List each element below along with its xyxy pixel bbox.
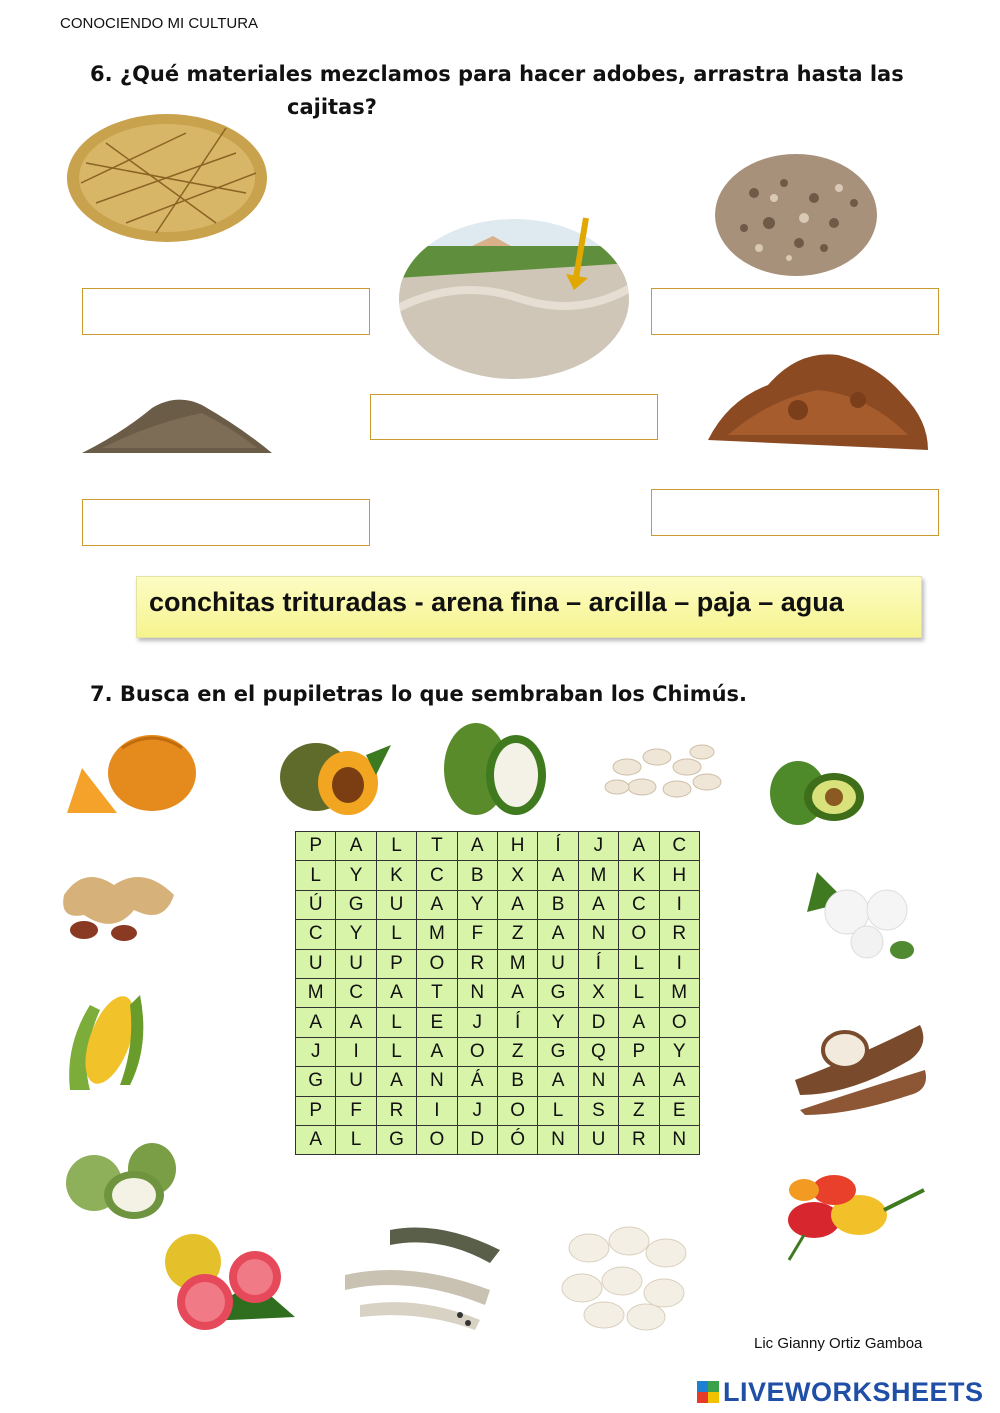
word-search-cell[interactable]: U bbox=[376, 890, 416, 919]
word-search-cell[interactable]: A bbox=[538, 920, 578, 949]
word-search-cell[interactable]: Z bbox=[619, 1096, 659, 1125]
word-search-cell[interactable]: X bbox=[578, 978, 618, 1007]
word-search-cell[interactable]: U bbox=[538, 949, 578, 978]
word-search-cell[interactable]: O bbox=[417, 949, 457, 978]
word-search-cell[interactable]: O bbox=[619, 920, 659, 949]
peanuts-image bbox=[54, 855, 194, 943]
word-search-cell[interactable]: L bbox=[619, 978, 659, 1007]
word-search-cell[interactable]: C bbox=[336, 978, 376, 1007]
word-search-cell[interactable]: C bbox=[296, 920, 336, 949]
word-search-cell[interactable]: E bbox=[417, 1008, 457, 1037]
drop-box-river[interactable] bbox=[370, 394, 658, 440]
word-search-cell[interactable]: M bbox=[296, 978, 336, 1007]
word-search-cell[interactable]: L bbox=[619, 949, 659, 978]
word-search-cell[interactable]: B bbox=[457, 861, 497, 890]
word-search-cell[interactable]: C bbox=[417, 861, 457, 890]
question-6-text-continued: cajitas? bbox=[287, 95, 377, 119]
word-search-cell[interactable]: R bbox=[376, 1096, 416, 1125]
word-search-cell[interactable]: Y bbox=[538, 1008, 578, 1037]
word-search-cell[interactable]: A bbox=[296, 1008, 336, 1037]
word-search-row bbox=[296, 1008, 700, 1037]
question-7-text: 7. Busca en el pupiletras lo que sembraban los Chimús. bbox=[90, 682, 747, 706]
word-search-cell[interactable]: J bbox=[578, 832, 618, 861]
word-search-cell[interactable]: O bbox=[457, 1037, 497, 1066]
word-search-cell[interactable]: A bbox=[417, 890, 457, 919]
word-search-cell[interactable]: K bbox=[619, 861, 659, 890]
word-search-cell[interactable]: M bbox=[578, 861, 618, 890]
word-search-cell[interactable]: F bbox=[457, 920, 497, 949]
question-6-text: 6. ¿Qué materiales mezclamos para hacer adobes, arrastra hasta las bbox=[90, 62, 904, 86]
word-search-cell[interactable]: A bbox=[457, 832, 497, 861]
word-search-cell[interactable]: O bbox=[497, 1096, 537, 1125]
word-search-cell[interactable]: A bbox=[619, 1067, 659, 1096]
fine-sand-image bbox=[82, 393, 272, 463]
avocado-image bbox=[768, 737, 868, 829]
word-search-cell[interactable]: L bbox=[376, 1037, 416, 1066]
word-search-cell[interactable]: G bbox=[538, 978, 578, 1007]
word-search-cell[interactable]: H bbox=[659, 861, 699, 890]
word-search-cell[interactable]: M bbox=[417, 920, 457, 949]
word-search-cell[interactable]: H bbox=[497, 832, 537, 861]
word-search-cell[interactable]: N bbox=[578, 920, 618, 949]
word-search-cell[interactable]: T bbox=[417, 832, 457, 861]
word-search-cell[interactable]: Ó bbox=[497, 1125, 537, 1154]
cassava-image bbox=[790, 1005, 934, 1117]
word-search-cell[interactable]: O bbox=[659, 1008, 699, 1037]
corn-image bbox=[60, 985, 152, 1095]
liveworksheets-logo-text: LIVEWORKSHEETS bbox=[723, 1377, 984, 1407]
word-search-cell[interactable]: A bbox=[619, 1008, 659, 1037]
word-search-cell[interactable]: A bbox=[497, 978, 537, 1007]
word-search-cell[interactable]: R bbox=[619, 1125, 659, 1154]
word-search-cell[interactable]: Y bbox=[659, 1037, 699, 1066]
word-search-cell[interactable]: N bbox=[659, 1125, 699, 1154]
word-search-cell[interactable]: F bbox=[336, 1096, 376, 1125]
liveworksheets-logo bbox=[697, 1377, 984, 1408]
word-search-cell[interactable]: Y bbox=[457, 890, 497, 919]
word-search-cell[interactable]: I bbox=[336, 1037, 376, 1066]
word-search-cell[interactable]: A bbox=[376, 1067, 416, 1096]
lima-beans-image bbox=[554, 1213, 702, 1333]
clay-image bbox=[708, 340, 930, 455]
word-search-cell[interactable]: U bbox=[578, 1125, 618, 1154]
word-search-row bbox=[296, 978, 700, 1007]
word-search-row bbox=[296, 1037, 700, 1066]
word-search-cell[interactable]: G bbox=[296, 1067, 336, 1096]
word-search-cell[interactable]: D bbox=[457, 1125, 497, 1154]
word-search-cell[interactable]: M bbox=[659, 978, 699, 1007]
word-search-row bbox=[296, 949, 700, 978]
word-search-cell[interactable]: A bbox=[538, 861, 578, 890]
word-search-cell[interactable]: N bbox=[417, 1067, 457, 1096]
word-search-cell[interactable]: C bbox=[619, 890, 659, 919]
word-search-cell[interactable]: J bbox=[457, 1008, 497, 1037]
word-search-cell[interactable]: R bbox=[457, 949, 497, 978]
word-search-cell[interactable]: Á bbox=[457, 1067, 497, 1096]
word-search-cell[interactable]: U bbox=[336, 949, 376, 978]
cotton-image bbox=[797, 862, 931, 970]
word-search-cell[interactable]: L bbox=[376, 1008, 416, 1037]
word-search-cell[interactable]: A bbox=[619, 832, 659, 861]
word-search-cell[interactable]: T bbox=[417, 978, 457, 1007]
word-search-cell[interactable]: C bbox=[659, 832, 699, 861]
word-search-cell[interactable]: D bbox=[578, 1008, 618, 1037]
word-search-cell[interactable]: Y bbox=[336, 920, 376, 949]
word-search-cell[interactable]: U bbox=[296, 949, 336, 978]
word-search-cell[interactable]: A bbox=[497, 890, 537, 919]
word-search-cell[interactable]: L bbox=[336, 1125, 376, 1154]
word-search-cell[interactable]: L bbox=[376, 832, 416, 861]
drop-box-straw[interactable] bbox=[82, 288, 370, 335]
word-search-cell[interactable]: A bbox=[296, 1125, 336, 1154]
word-search-cell[interactable]: Z bbox=[497, 1037, 537, 1066]
word-bank-text: conchitas trituradas - arena fina – arcilla – paja – agua bbox=[149, 587, 844, 617]
word-search-cell[interactable]: Y bbox=[336, 861, 376, 890]
word-search-cell[interactable]: N bbox=[457, 978, 497, 1007]
word-search-cell[interactable]: Z bbox=[497, 920, 537, 949]
word-search-cell[interactable]: A bbox=[578, 890, 618, 919]
word-search-cell[interactable]: P bbox=[376, 949, 416, 978]
word-search-row bbox=[296, 890, 700, 919]
page-header: CONOCIENDO MI CULTURA bbox=[60, 15, 259, 32]
word-search-row bbox=[296, 920, 700, 949]
beans-image bbox=[597, 727, 733, 811]
word-search-row bbox=[296, 1067, 700, 1096]
word-search-cell[interactable]: Q bbox=[578, 1037, 618, 1066]
word-search-cell[interactable]: U bbox=[336, 1067, 376, 1096]
word-search-cell[interactable]: J bbox=[296, 1037, 336, 1066]
pacay-image bbox=[64, 1133, 180, 1221]
word-search-cell[interactable]: L bbox=[376, 920, 416, 949]
word-search-cell[interactable]: A bbox=[336, 1008, 376, 1037]
drop-box-sand[interactable] bbox=[82, 499, 370, 546]
word-search-cell[interactable]: P bbox=[296, 1096, 336, 1125]
word-search-cell[interactable]: Í bbox=[538, 832, 578, 861]
lucuma-image bbox=[276, 735, 392, 819]
guava-image bbox=[145, 1222, 305, 1334]
word-search-cell[interactable]: M bbox=[497, 949, 537, 978]
chili-peppers-image bbox=[774, 1160, 934, 1266]
word-search-cell[interactable]: N bbox=[578, 1067, 618, 1096]
squash-image bbox=[62, 728, 198, 820]
word-search-cell[interactable]: K bbox=[376, 861, 416, 890]
soursop-image bbox=[442, 717, 550, 817]
drop-box-clay[interactable] bbox=[651, 489, 939, 536]
word-search-cell[interactable]: B bbox=[538, 890, 578, 919]
river-image bbox=[398, 218, 630, 380]
word-search-row bbox=[296, 832, 700, 861]
word-search-cell[interactable]: L bbox=[296, 861, 336, 890]
word-search-cell[interactable]: L bbox=[538, 1096, 578, 1125]
word-search-cell[interactable]: I bbox=[659, 890, 699, 919]
author-credit: Lic Gianny Ortiz Gamboa bbox=[754, 1335, 923, 1352]
word-search-cell[interactable]: E bbox=[659, 1096, 699, 1125]
word-search-cell[interactable]: G bbox=[538, 1037, 578, 1066]
word-bank-banner bbox=[136, 576, 922, 638]
drop-box-shells[interactable] bbox=[651, 288, 939, 335]
word-search-cell[interactable]: B bbox=[497, 1067, 537, 1096]
word-search-cell[interactable]: A bbox=[417, 1037, 457, 1066]
word-search-cell[interactable]: A bbox=[376, 978, 416, 1007]
word-search-cell[interactable]: G bbox=[376, 1125, 416, 1154]
word-search-cell[interactable]: S bbox=[578, 1096, 618, 1125]
word-search-cell[interactable]: I bbox=[417, 1096, 457, 1125]
word-search-cell[interactable]: I bbox=[659, 949, 699, 978]
word-search-cell[interactable]: N bbox=[538, 1125, 578, 1154]
word-search-cell[interactable]: Í bbox=[497, 1008, 537, 1037]
word-search-cell[interactable]: X bbox=[497, 861, 537, 890]
liveworksheets-logo-icon bbox=[697, 1381, 719, 1403]
word-search-row bbox=[296, 1125, 700, 1154]
word-search-cell[interactable]: A bbox=[538, 1067, 578, 1096]
word-search-cell[interactable]: Ú bbox=[296, 890, 336, 919]
word-search-cell[interactable]: A bbox=[336, 832, 376, 861]
word-search-cell[interactable]: O bbox=[417, 1125, 457, 1154]
word-search-cell[interactable]: R bbox=[659, 920, 699, 949]
word-search-cell[interactable]: P bbox=[619, 1037, 659, 1066]
word-search-cell[interactable]: J bbox=[457, 1096, 497, 1125]
straw-image bbox=[66, 113, 268, 243]
word-search-row bbox=[296, 1096, 700, 1125]
crushed-shells-image bbox=[714, 153, 878, 277]
word-search-cell[interactable]: Í bbox=[578, 949, 618, 978]
word-search-cell[interactable]: G bbox=[336, 890, 376, 919]
word-search-cell[interactable]: A bbox=[659, 1067, 699, 1096]
word-search-grid[interactable] bbox=[295, 831, 700, 1155]
word-search-cell[interactable]: P bbox=[296, 832, 336, 861]
word-search-row bbox=[296, 861, 700, 890]
pacay-pods-image bbox=[340, 1215, 506, 1331]
